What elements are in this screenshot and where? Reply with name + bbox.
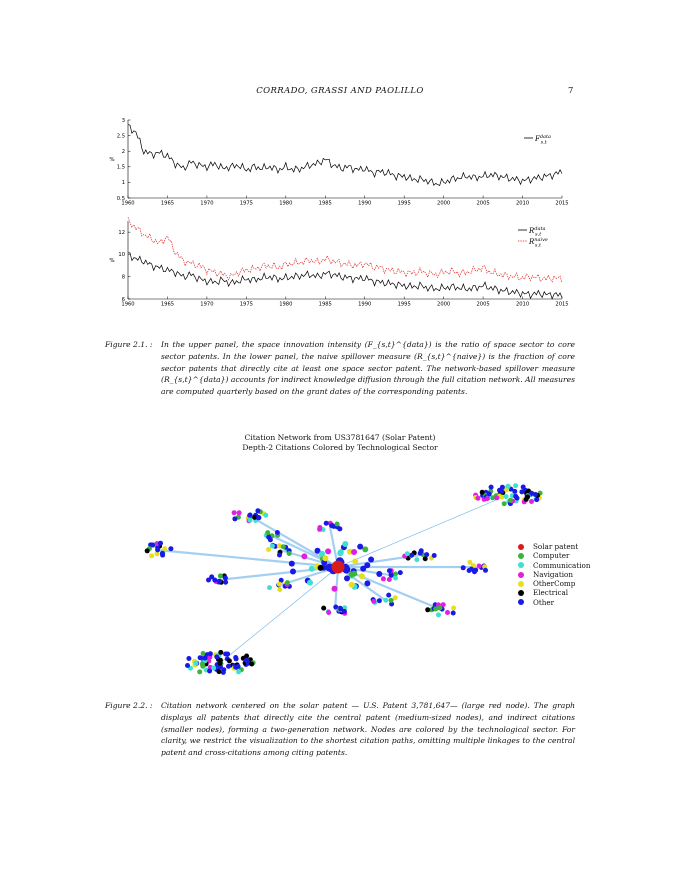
citing-patent-node: [521, 485, 526, 490]
citing-patent-node: [335, 522, 340, 527]
legend-label: Other: [533, 597, 555, 607]
legend-dot: [518, 590, 524, 596]
citing-patent-node: [405, 551, 410, 556]
y-tick-label: 6: [121, 296, 125, 303]
citing-patent-node: [324, 521, 329, 526]
direct-citation-node: [360, 566, 366, 572]
series-line-0: [128, 253, 562, 299]
citation-network-graph: [130, 470, 550, 685]
legend-label: Communication: [533, 560, 591, 570]
citing-patent-node: [248, 513, 253, 518]
direct-citation-node: [376, 571, 382, 577]
citing-patent-node: [149, 553, 154, 558]
citing-patent-node: [419, 548, 424, 553]
citing-patent-node: [451, 611, 456, 616]
citing-patent-node: [255, 508, 260, 513]
citing-patent-node: [285, 580, 290, 585]
direct-citation-node: [319, 551, 325, 557]
x-tick-label: 1985: [318, 301, 332, 308]
citing-patent-node: [387, 568, 392, 573]
direct-citation-node: [344, 575, 350, 581]
legend-label: Solar patent: [533, 542, 579, 551]
citing-patent-node: [266, 535, 271, 540]
legend-entry: [518, 598, 590, 607]
citing-patent-node: [150, 543, 155, 548]
legend-label: $R^{naive}$ s,t: [529, 237, 548, 249]
citing-patent-node: [217, 669, 222, 674]
y-axis-label: %: [109, 157, 115, 163]
citing-patent-node: [489, 485, 494, 490]
citing-patent-node: [158, 541, 163, 546]
citing-patent-node: [393, 595, 398, 600]
legend-dot: [518, 562, 524, 568]
x-tick-label: 2015: [555, 200, 569, 207]
citing-patent-node: [409, 553, 414, 558]
citing-patent-node: [287, 551, 292, 556]
x-tick-label: 2005: [476, 200, 490, 207]
citing-patent-node: [185, 663, 190, 668]
citing-patent-node: [414, 557, 419, 562]
citing-patent-node: [525, 494, 530, 499]
x-tick-label: 1965: [160, 200, 175, 207]
citing-patent-node: [499, 489, 504, 494]
citing-patent-node: [326, 610, 331, 615]
citing-patent-node: [223, 652, 228, 657]
citing-patent-node: [433, 607, 438, 612]
citing-patent-node: [200, 662, 205, 667]
x-tick-label: 2015: [555, 301, 569, 308]
legend-dot: [518, 572, 524, 578]
citing-patent-node: [209, 574, 214, 579]
citing-patent-node: [425, 607, 430, 612]
citing-patent-node: [249, 662, 254, 667]
citing-patent-node: [483, 568, 488, 573]
citing-patent-node: [160, 551, 165, 556]
citing-patent-node: [487, 492, 492, 497]
legend-entry: [518, 570, 590, 579]
citing-patent-node: [218, 573, 223, 578]
direct-citation-node: [352, 558, 358, 564]
citing-patent-node: [267, 585, 272, 590]
y-tick-label: 0.5: [116, 195, 125, 202]
citing-patent-node: [232, 516, 237, 521]
caption-label: Figure 2.2. :: [105, 701, 153, 710]
citing-patent-node: [233, 665, 238, 670]
citing-patent-node: [214, 654, 219, 659]
citing-patent-node: [321, 606, 326, 611]
citing-patent-node: [223, 576, 228, 581]
citing-patent-node: [469, 567, 474, 572]
y-tick-label: 10: [118, 252, 125, 259]
citing-patent-node: [227, 658, 232, 663]
direct-citation-node: [307, 580, 313, 586]
x-tick-label: 1975: [239, 200, 253, 207]
x-tick-label: 1975: [239, 301, 253, 308]
citing-patent-node: [194, 661, 199, 666]
citing-patent-node: [461, 565, 466, 570]
y-tick-label: 2: [121, 149, 125, 155]
citing-patent-node: [234, 656, 239, 661]
direct-citation-node: [364, 580, 370, 586]
x-tick-label: 2005: [476, 301, 490, 308]
citing-patent-node: [393, 576, 398, 581]
citing-patent-node: [270, 544, 275, 549]
citing-patent-node: [485, 496, 490, 501]
direct-citation-node: [342, 541, 348, 547]
direct-citation-node: [357, 544, 363, 550]
citing-patent-node: [387, 577, 392, 582]
citing-patent-node: [197, 669, 202, 674]
x-tick-label: 1970: [200, 301, 214, 308]
legend-label: $F^{data}$ s,t: [535, 134, 552, 146]
citing-patent-node: [513, 494, 518, 499]
x-tick-label: 1980: [279, 200, 293, 207]
x-tick-label: 1980: [279, 301, 293, 308]
x-tick-label: 1985: [318, 200, 332, 207]
header-authors: CORRADO, GRASSI AND PAOLILLO: [256, 86, 424, 96]
x-tick-label: 1970: [200, 200, 214, 207]
legend-dot: [518, 544, 524, 550]
series-line-0: [128, 125, 562, 186]
x-tick-label: 2000: [437, 200, 451, 207]
direct-citation-node: [362, 546, 368, 552]
citing-patent-node: [502, 501, 507, 506]
network-title: [200, 433, 480, 453]
network-legend: [518, 542, 590, 607]
citing-patent-node: [248, 518, 253, 523]
citing-patent-node: [337, 526, 342, 531]
legend-label: Electrical: [533, 588, 569, 598]
legend-label: $R^{data}$ s,t: [529, 226, 546, 238]
y-tick-label: 1: [121, 180, 125, 187]
citing-patent-node: [513, 483, 518, 488]
citing-patent-node: [198, 655, 203, 660]
citing-patent-node: [445, 610, 450, 615]
citing-patent-node: [504, 494, 509, 499]
network-title-line2: Depth-2 Citations Colored by Technological Sector: [242, 443, 438, 452]
citing-patent-node: [201, 651, 206, 656]
citing-patent-node: [386, 593, 391, 598]
direct-citation-node: [325, 548, 331, 554]
legend-entry: [518, 588, 590, 597]
legend-label: Computer: [533, 551, 570, 561]
citing-patent-node: [383, 598, 388, 603]
citing-patent-node: [494, 495, 499, 500]
direct-citation-node: [359, 573, 365, 579]
solar-patent-node: [332, 561, 345, 574]
citing-patent-node: [512, 489, 517, 494]
legend-entry: [518, 551, 590, 560]
direct-citation-node: [290, 569, 296, 575]
y-axis-label: %: [109, 258, 115, 264]
citing-patent-node: [237, 510, 242, 515]
x-tick-label: 1995: [397, 301, 411, 308]
citing-patent-node: [217, 579, 222, 584]
citing-patent-node: [398, 570, 403, 575]
citing-patent-node: [277, 587, 282, 592]
citing-patent-node: [207, 669, 212, 674]
series-line-1: [128, 217, 562, 283]
citing-patent-node: [377, 598, 382, 603]
legend-dot: [518, 553, 524, 559]
citing-patent-node: [244, 658, 249, 663]
citing-patent-node: [281, 544, 286, 549]
citing-patent-node: [506, 484, 511, 489]
citing-patent-node: [218, 661, 223, 666]
x-tick-label: 1960: [121, 200, 135, 207]
direct-citation-node: [318, 565, 324, 571]
legend-label: OtherComp: [533, 579, 576, 589]
citing-patent-node: [211, 666, 216, 671]
figure-2-1-caption: [105, 339, 575, 398]
y-tick-label: 1.5: [116, 164, 125, 171]
caption-text: Citation network centered on the solar patent — U.S. Patent 3,781,647— (large red node). The graph displays all patents that directly cite the central patent (medium-sized nodes), and indirect citations (smaller nodes), forming a two-generation network. Nodes are colored by the technological sector. For clarity, we restrict the visualization to the shortest citation paths, omitting multiple linkages to the central patent and cross-citations among citing patents.: [161, 701, 575, 758]
citing-patent-node: [256, 515, 261, 520]
legend-entry: [518, 579, 590, 588]
citing-patent-node: [265, 530, 270, 535]
citing-patent-node: [451, 606, 456, 611]
x-tick-label: 2010: [515, 200, 530, 207]
y-tick-label: 2.5: [116, 133, 125, 140]
x-tick-label: 1965: [160, 301, 175, 308]
citing-patent-node: [263, 513, 268, 518]
direct-citation-node: [368, 557, 374, 563]
direct-citation-node: [309, 566, 315, 572]
citing-patent-node: [436, 612, 441, 617]
legend-dot: [518, 581, 524, 587]
citing-patent-node: [371, 599, 376, 604]
citing-patent-node: [508, 498, 513, 503]
direct-citation-node: [349, 582, 355, 588]
citing-patent-node: [275, 530, 280, 535]
legend-entry: [518, 561, 590, 570]
citing-patent-node: [437, 606, 442, 611]
citing-patent-node: [218, 650, 223, 655]
x-tick-label: 1960: [121, 301, 135, 308]
y-tick-label: 8: [121, 274, 125, 281]
x-tick-label: 1990: [358, 200, 372, 207]
y-tick-label: 3: [121, 117, 125, 124]
spillover-measure-chart: [105, 217, 575, 312]
citing-patent-node: [232, 510, 237, 515]
citing-patent-node: [266, 547, 271, 552]
page-number: 7: [568, 86, 574, 96]
citing-patent-node: [477, 564, 482, 569]
citing-patent-node: [338, 607, 343, 612]
citing-patent-node: [244, 654, 249, 659]
citing-patent-node: [467, 560, 472, 565]
direct-citation-node: [289, 561, 295, 567]
legend-entry: [518, 542, 590, 551]
citing-patent-node: [480, 490, 485, 495]
direct-citation-node: [301, 553, 307, 559]
x-tick-label: 1995: [397, 200, 411, 207]
direct-citation-node: [332, 586, 338, 592]
caption-text: In the upper panel, the space innovation intensity (F_{s,t}^{data}) is the ratio of space sector to core sector patents. In the lower panel, the naive spillover measure (R_{s,t}^{naive}) is the fraction of core sector patents that directly cite at least one space sector patent. The network-based spillover measure (R_{s,t}^{data}) accounts for indirect knowledge diffusion through the full citation network. All measures are computed quarterly based on the grant dates of the corresponding patents.: [161, 340, 575, 397]
x-tick-label: 2000: [437, 301, 451, 308]
citing-patent-node: [381, 576, 386, 581]
citing-patent-node: [476, 496, 481, 501]
citing-patent-node: [529, 499, 534, 504]
citing-patent-node: [432, 553, 437, 558]
legend-dot: [518, 599, 524, 605]
figure-2-2-caption: [105, 700, 575, 759]
y-tick-label: 12: [118, 229, 125, 236]
citing-patent-node: [529, 491, 534, 496]
citing-patent-node: [277, 553, 282, 558]
caption-label: Figure 2.1. :: [105, 340, 153, 349]
direct-citation-node: [351, 549, 357, 555]
citing-patent-node: [329, 523, 334, 528]
x-tick-label: 1990: [358, 301, 372, 308]
citing-patent-node: [208, 651, 213, 656]
innovation-intensity-chart: [105, 112, 575, 212]
citing-patent-node: [317, 525, 322, 530]
direct-citation-node: [338, 549, 344, 555]
citing-patent-node: [277, 582, 282, 587]
citing-patent-node: [226, 664, 231, 669]
legend-label: Navigation: [533, 569, 573, 579]
direct-citation-node: [349, 571, 355, 577]
citing-patent-node: [145, 548, 150, 553]
citing-patent-node: [186, 656, 191, 661]
network-title-line1: Citation Network from US3781647 (Solar Patent): [244, 433, 436, 442]
citing-patent-node: [519, 489, 524, 494]
citing-patent-node: [424, 552, 429, 557]
citing-patent-node: [168, 546, 173, 551]
x-tick-label: 2010: [515, 301, 530, 308]
